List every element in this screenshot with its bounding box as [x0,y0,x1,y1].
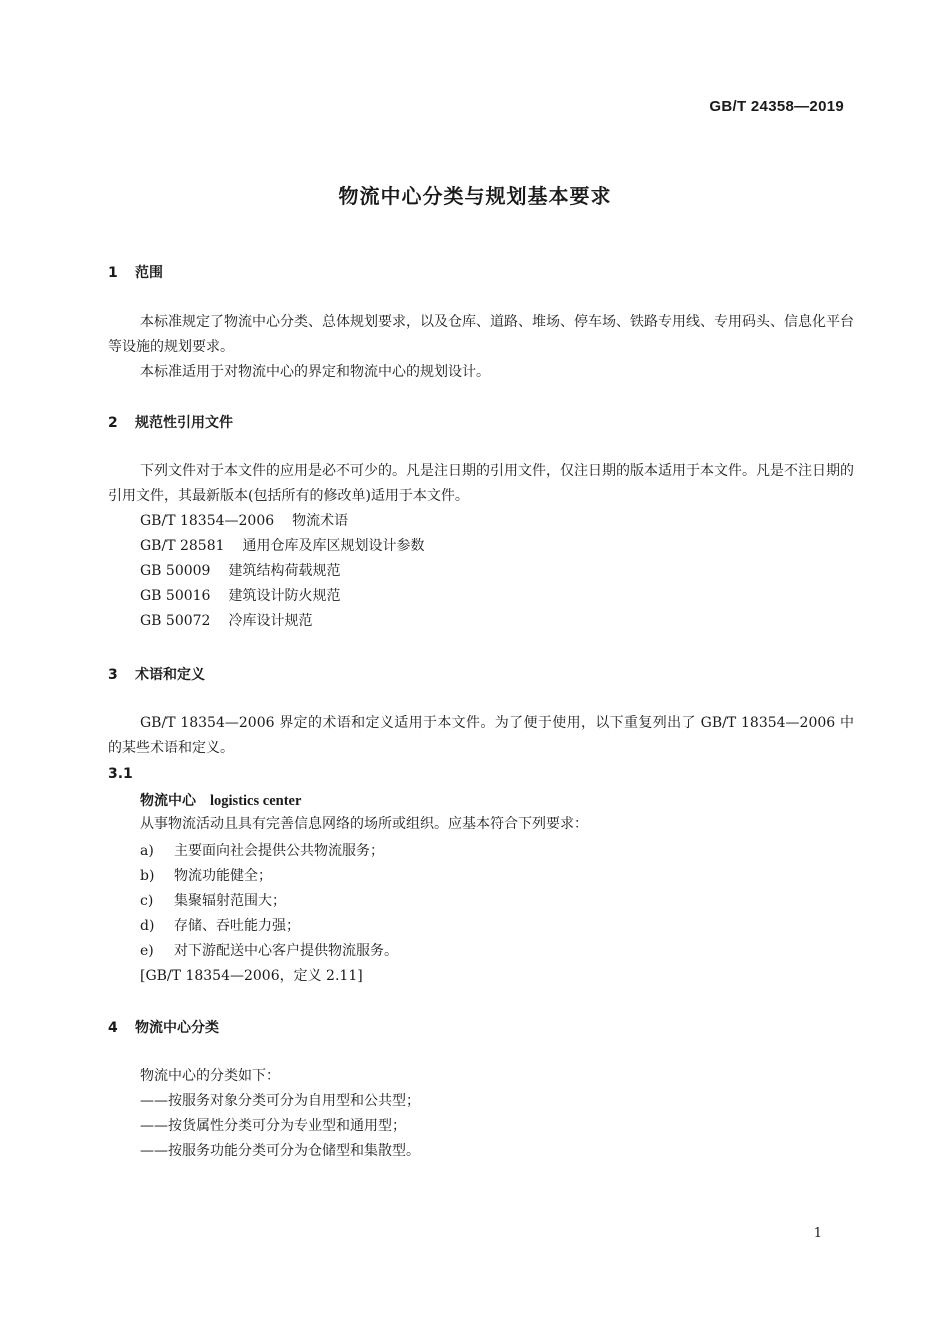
list-item [140,890,286,910]
paragraph: GB/T 18354—2006 界定的术语和定义适用于本文件。为了便于使用，以下重复列出了 GB/T 18354—2006 中的某些术语和定义。 [108,715,854,756]
section-number: 4 [108,1020,118,1036]
term-name-zh: 物流中心 [140,793,196,809]
list-item: ——按服务功能分类可分为仓储型和集散型。 [140,1143,420,1159]
reference-code: GB 50009 [140,563,211,579]
list-item: ——按货属性分类可分为专业型和通用型； [140,1118,406,1134]
list-item [140,940,398,960]
reference-code: GB/T 28581 [140,538,225,554]
paragraph: 物流中心的分类如下： [140,1068,280,1084]
section-heading-scope [108,262,163,282]
list-marker: e) [140,943,154,959]
reference-name: 建筑设计防火规范 [228,588,341,604]
reference-name: 物流术语 [292,513,349,529]
list-marker: b) [140,868,155,884]
reference-name: 通用仓库及库区规划设计参数 [242,538,425,554]
reference-name: 建筑结构荷载规范 [228,563,341,579]
reference-line [140,509,348,534]
document-title: 物流中心分类与规划基本要求 [338,184,612,208]
list-text: 存储、吞吐能力强； [174,918,300,934]
list-text: 物流功能健全； [174,868,272,884]
term-source: [GB/T 18354—2006，定义 2.11] [140,968,363,984]
reference-line [140,534,425,559]
reference-line [140,559,340,584]
reference-code: GB 50016 [140,588,211,604]
section-heading-classification [108,1017,219,1037]
term-name-en: logistics center [210,793,302,809]
section-number: 1 [108,265,118,281]
list-item [140,915,300,935]
term-definition: 从事物流活动且具有完善信息网络的场所或组织。应基本符合下列要求： [140,816,588,832]
page-number: 1 [813,1226,822,1241]
list-item: ——按服务对象分类可分为自用型和公共型； [140,1093,420,1109]
list-marker: c) [140,893,154,909]
section-heading-normative-references [108,412,233,432]
list-text: 集聚辐射范围大； [174,893,286,909]
section-heading-terms [108,664,205,684]
reference-code: GB 50072 [140,613,211,629]
section-number: 2 [108,415,118,431]
section-title: 术语和定义 [135,667,205,683]
reference-line [140,609,312,634]
reference-code: GB/T 18354—2006 [140,513,275,529]
list-text: 主要面向社会提供公共物流服务； [174,843,384,859]
paragraph: 本标准适用于对物流中心的界定和物流中心的规划设计。 [140,364,490,380]
section-title: 规范性引用文件 [135,415,233,431]
reference-line [140,584,340,609]
paragraph: 下列文件对于本文件的应用是必不可少的。凡是注日期的引用文件，仅注日期的版本适用于本文件。凡是不注日期的引用文件，其最新版本(包括所有的修改单)适用于本文件。 [108,463,854,504]
list-item [140,865,272,885]
section-title: 物流中心分类 [135,1020,219,1036]
list-text: 对下游配送中心客户提供物流服务。 [174,943,398,959]
section-title: 范围 [135,265,163,281]
list-marker: a) [140,843,154,859]
list-marker: d) [140,918,155,934]
paragraph: 本标准规定了物流中心分类、总体规划要求，以及仓库、道路、堆场、停车场、铁路专用线、专用码头、信息化平台等设施的规划要求。 [108,314,854,355]
reference-name: 冷库设计规范 [228,613,313,629]
standard-code: GB/T 24358—2019 [709,98,844,115]
term-heading [140,790,301,810]
list-item [140,840,384,860]
section-number: 3 [108,667,118,683]
term-number: 3.1 [108,766,133,782]
